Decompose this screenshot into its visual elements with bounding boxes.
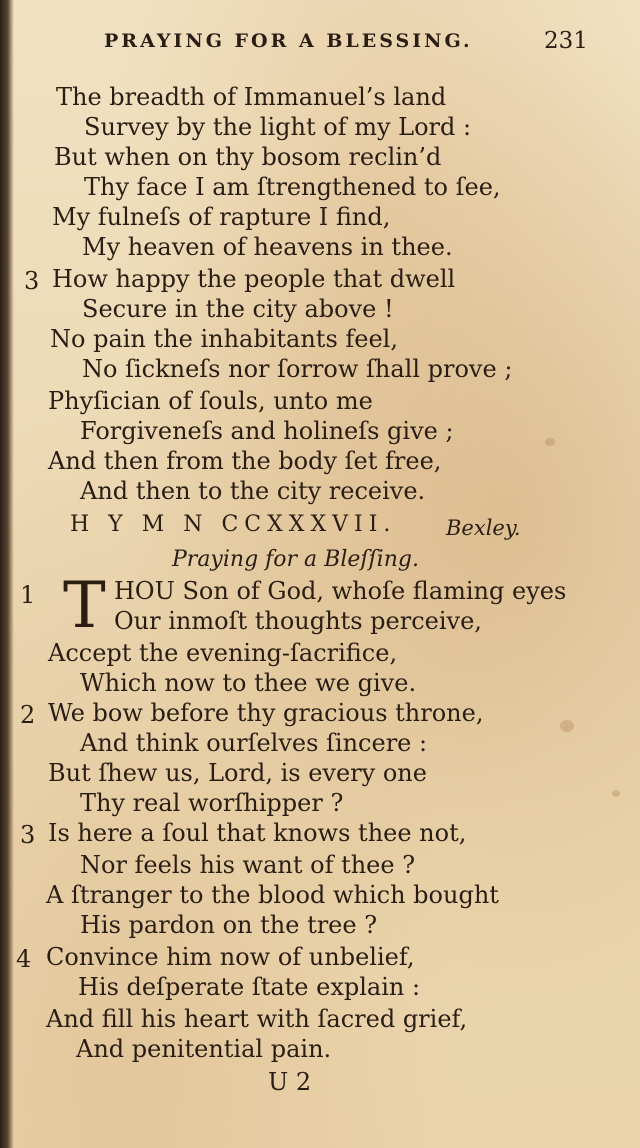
verse-line: Our inmoſt thoughts perceive, xyxy=(114,607,482,635)
foxing-spot xyxy=(545,438,555,446)
verse-line: We bow before thy gracious throne, xyxy=(48,699,484,727)
verse-line: The breadth of Immanuel’s land xyxy=(56,83,447,111)
verse-line: And fill his heart with ſacred grief, xyxy=(46,1005,468,1033)
verse-line: Survey by the light of my Lord : xyxy=(84,113,472,141)
verse-line: And then from the body ſet free, xyxy=(48,447,442,475)
verse-line: HOU Son of God, whoſe flaming eyes xyxy=(114,577,567,605)
foxing-spot xyxy=(560,720,574,732)
verse-line: His pardon on the tree ? xyxy=(80,911,378,939)
verse-line: And then to the city receive. xyxy=(80,477,426,505)
signature-mark: U 2 xyxy=(268,1068,312,1096)
verse-line: How happy the people that dwell xyxy=(52,265,456,293)
verse-line: And think ourſelves ſincere : xyxy=(80,729,428,757)
verse-number: 3 xyxy=(20,821,36,849)
verse-line: Is here a ſoul that knows thee not, xyxy=(48,819,467,847)
verse-line: Phyſician of ſouls, unto me xyxy=(48,387,373,415)
hymn-heading: H Y M N CCXXXVII. xyxy=(70,512,397,537)
verse-line: But ſhew us, Lord, is every one xyxy=(48,759,427,787)
tune-name: Bexley. xyxy=(446,516,521,540)
hymn-subtitle: Praying for a Bleſſing. xyxy=(172,547,419,572)
verse-line: A ſtranger to the blood which bought xyxy=(46,881,499,909)
running-title: PRAYING FOR A BLESSING. xyxy=(104,30,473,52)
foxing-spot xyxy=(612,790,620,797)
verse-number: 4 xyxy=(16,945,32,973)
verse-line: Thy real worſhipper ? xyxy=(80,789,344,817)
verse-line: And penitential pain. xyxy=(76,1035,332,1063)
verse-line: But when on thy bosom reclin’d xyxy=(54,143,442,171)
verse-line: Forgiveneſs and holineſs give ; xyxy=(80,417,454,445)
verse-line: Which now to thee we give. xyxy=(80,669,417,697)
verse-line: My fulneſs of rapture I find, xyxy=(52,203,391,231)
verse-line: My heaven of heavens in thee. xyxy=(82,233,453,261)
verse-line: His deſperate ſtate explain : xyxy=(78,973,421,1001)
verse-line: No pain the inhabitants feel, xyxy=(50,325,398,353)
verse-number: 2 xyxy=(20,701,36,729)
verse-number: 3 xyxy=(24,267,40,295)
verse-line: Thy face I am ſtrengthened to ſee, xyxy=(84,173,501,201)
book-spine-shadow xyxy=(0,0,14,1148)
page-number: 231 xyxy=(544,28,588,54)
verse-line: Secure in the city above ! xyxy=(82,295,394,323)
drop-cap: T xyxy=(63,569,106,643)
verse-line: Convince him now of unbelief, xyxy=(46,943,415,971)
verse-line: No ſickneſs nor ſorrow ſhall prove ; xyxy=(82,355,513,383)
verse-number: 1 xyxy=(20,581,36,609)
verse-line: Accept the evening-ſacrifice, xyxy=(48,639,398,667)
verse-line: Nor feels his want of thee ? xyxy=(80,851,416,879)
